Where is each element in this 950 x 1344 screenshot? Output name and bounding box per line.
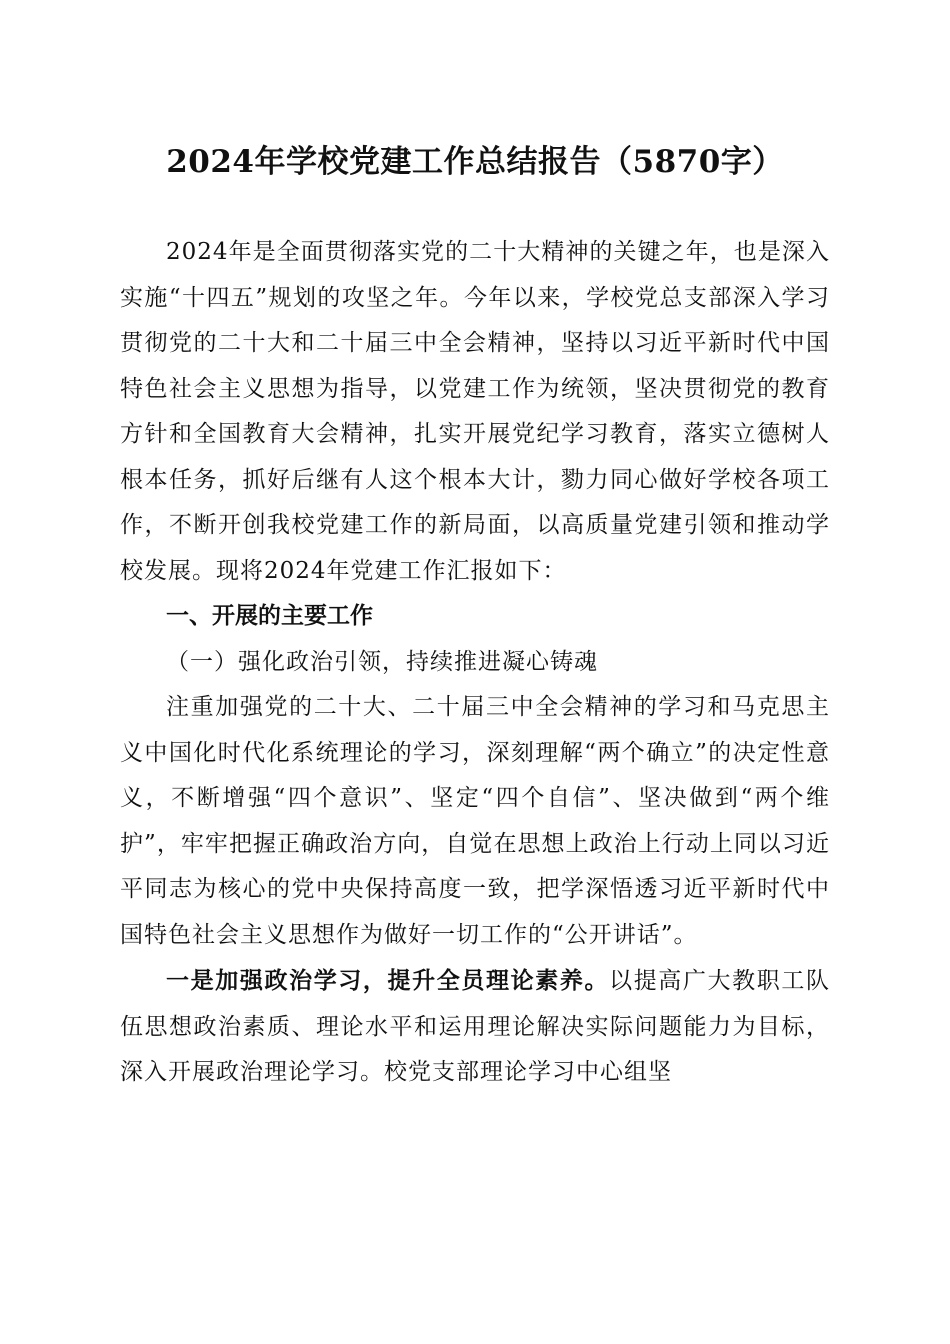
intro-paragraph: 2024年是全面贯彻落实党的二十大精神的关键之年，也是深入实施“十四五”规划的攻坚之年。今年以来，学校党总支部深入学习贯彻党的二十大和二十届三中全会精神，坚持以习近平新时代中国特色社会主义思想为指导，以党建工作为统领，坚决贯彻党的教育方针和全国教育大会精神，扎实开展党纪学习教育，落实立德树人根本任务，抓好后继有人这个根本大计，勠力同心做好学校各项工作，不断开创我校党建工作的新局面，以高质量党建引领和推动学校发展。现将2024年党建工作汇报如下：: [120, 239, 830, 584]
point-paragraph-1: [120, 958, 830, 1096]
point-lead-1: 一是加强政治学习，提升全员理论素养。: [166, 967, 610, 994]
document-body: [120, 230, 830, 1096]
subsection-paragraph-1: 注重加强党的二十大、二十届三中全会精神的学习和马克思主义中国化时代化系统理论的学习，深刻理解“两个确立”的决定性意义，不断增强“四个意识”、坚定“四个自信”、坚决做到“两个维护”，牢牢把握正确政治方向，自觉在思想上政治上行动上同以习近平同志为核心的党中央保持高度一致，把学深悟透习近平新时代中国特色社会主义思想作为做好一切工作的“公开讲话”。: [120, 694, 830, 948]
section-heading-1: 一、开展的主要工作: [166, 603, 373, 629]
subsection-heading-1: （一）强化政治引领，持续推进凝心铸魂: [166, 648, 598, 675]
document-title: 2024年学校党建工作总结报告（5870字）: [166, 144, 784, 180]
point-text-1: 以提高广大教职工队伍思想政治素质、理论水平和运用理论解决实际问题能力为目标，深入开展政治理论学习。校党支部理论学习中心组坚: [120, 968, 831, 1085]
